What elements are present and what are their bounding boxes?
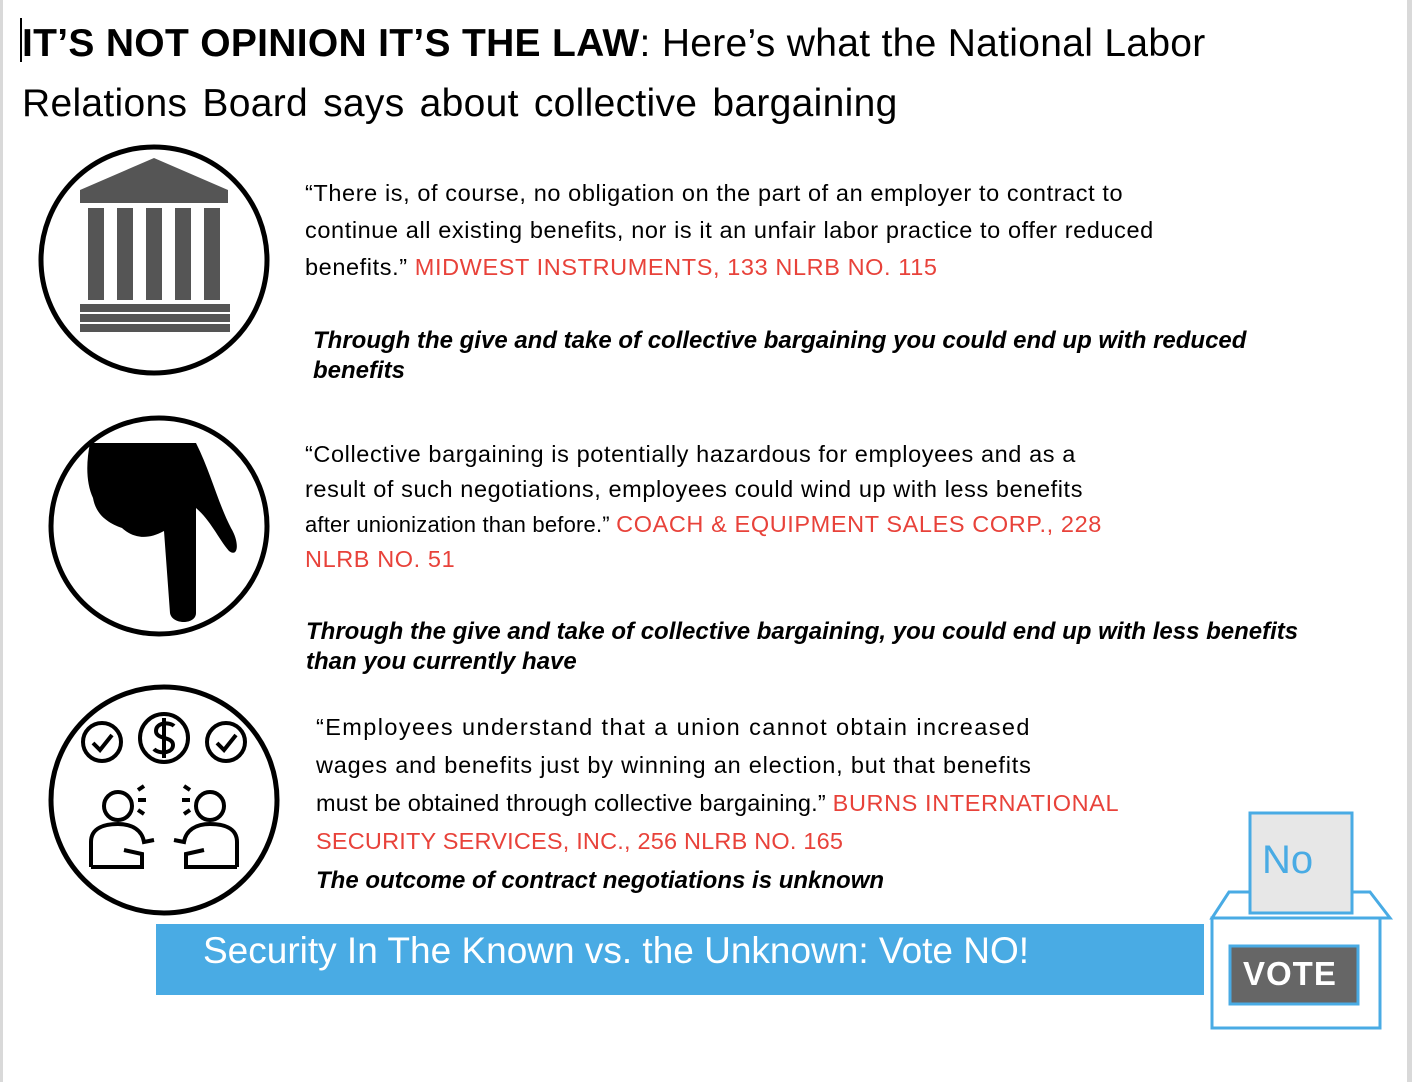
page-title [22, 14, 1382, 134]
left-window-edge [0, 0, 3, 1082]
quote-2 [305, 437, 1102, 577]
quote-1-line-3: benefits.” [305, 254, 415, 280]
banner-text: Security In The Known vs. the Unknown: Vote NO! [203, 930, 1030, 971]
quote-2-line-1: “Collective bargaining is potentially hazardous for employees and as a [305, 441, 1076, 467]
quote-3-line-2: wages and benefits just by winning an election, but that benefits [316, 752, 1032, 778]
courthouse-icon [36, 142, 272, 378]
right-window-edge [1407, 0, 1412, 1082]
title-rest: : Here’s what the National Labor [639, 22, 1206, 65]
takeaway-2-line-1: Through the give and take of collective bargaining, you could end up with less benefits [306, 618, 1299, 645]
ballot-box-label: VOTE [1243, 955, 1337, 992]
quote-1-line-1: “There is, of course, no obligation on the part of an employer to contract to [305, 180, 1124, 206]
takeaway-3-text: The outcome of contract negotiations is unknown [316, 867, 885, 894]
ballot-paper-label: No [1262, 838, 1314, 882]
takeaway-1 [313, 326, 1246, 386]
title-line2: Relations Board says about collective bargaining [22, 82, 898, 125]
takeaway-1-line-1: Through the give and take of collective bargaining you could end up with reduced [313, 327, 1247, 354]
citation-3-part-2: SECURITY SERVICES, INC., 256 NLRB NO. 165 [316, 828, 844, 854]
citation-2-part-1: COACH & EQUIPMENT SALES CORP., 228 [616, 511, 1102, 537]
pointing-down-hand-icon [46, 413, 272, 639]
quote-3-line-3: must be obtained through collective bargaining.” [316, 790, 833, 816]
citation-2-part-2: NLRB NO. 51 [305, 546, 456, 572]
negotiation-icon [46, 682, 282, 918]
quote-2-line-3: after unionization than before.” [305, 512, 617, 537]
quote-1-line-2: continue all existing benefits, nor is it an unfair labor practice to offer reduced [305, 217, 1154, 243]
takeaway-2-line-2: than you currently have [306, 648, 577, 675]
takeaway-2 [306, 617, 1298, 677]
citation-3-part-1: BURNS INTERNATIONAL [832, 790, 1120, 816]
quote-3-line-1: “Employees understand that a union cannot obtain increased [316, 714, 1031, 740]
takeaway-1-line-2: benefits [313, 357, 406, 384]
quote-3 [316, 708, 1119, 860]
quote-2-line-2: result of such negotiations, employees could wind up with less benefits [305, 476, 1084, 502]
takeaway-3 [316, 866, 884, 896]
quote-1 [305, 175, 1154, 286]
title-bold: IT’S NOT OPINION IT’S THE LAW [22, 22, 640, 65]
vote-no-banner [156, 924, 1204, 995]
citation-1: MIDWEST INSTRUMENTS, 133 NLRB NO. 115 [414, 254, 938, 280]
